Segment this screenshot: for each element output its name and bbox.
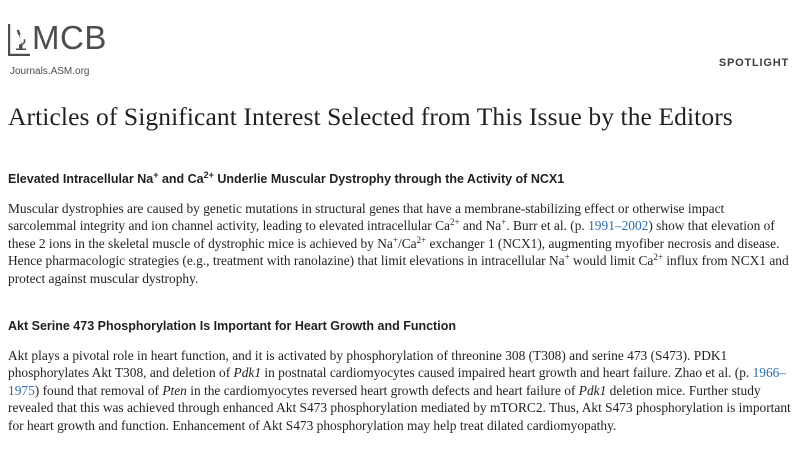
- superscript: 2+: [653, 252, 663, 263]
- article-section: [8, 170, 793, 287]
- body-text: in postnatal cardiomyocytes caused impaired heart growth and heart failure. Zhao et al. (p.: [261, 365, 753, 381]
- superscript: +: [153, 170, 159, 180]
- body-text: Akt plays a pivotal role in heart function, and it is activated by phosphorylation of threonine 308 (T308) and serine 473 (S473). PDK1 phosphorylates Akt T308, and deletion of: [8, 348, 728, 381]
- body-text: influx from NCX1 and protect against muscular dystrophy.: [8, 253, 789, 286]
- heading-text: Elevated Intracellular Na: [8, 172, 154, 186]
- body-text: deletion mice. Further study revealed that this was achieved through enhanced Akt S473 phosphorylation mediated by mTORC2. Thus, Akt S473 phosphorylation is important for heart growth and function. Enhancement of Akt S473 phosphorylation may help treat dilated cardiomyopathy.: [8, 382, 791, 433]
- body-text: ) found that removal of: [34, 382, 163, 398]
- page-title: Articles of Significant Interest Selected from This Issue by the Editors: [8, 102, 733, 131]
- superscript: 2+: [449, 217, 460, 228]
- superscript: +: [564, 252, 570, 263]
- body-text: Muscular dystrophies are caused by genetic mutations in structural genes that have a membrane-stabilizing effect or otherwise impact sarcolemmal integrity and ion channel activity, leading to elevated intracellular Ca: [8, 201, 725, 234]
- body-text: ) show that elevation of these 2 ions in the skeletal muscle of dystrophic mice is achieved by Na: [8, 218, 775, 251]
- body-text: exchanger 1 (NCX1), augmenting myofiber necrosis and disease. Hence pharmacologic strategies (e.g., treatment with ranolazine) that limit elevations in intracellular Na: [8, 235, 780, 269]
- body-text: . Burr et al. (p.: [506, 218, 589, 234]
- article-body: [8, 200, 793, 287]
- article-heading: Akt Serine 473 Phosphorylation Is Important for Heart Growth and Function: [8, 319, 456, 333]
- microscope-logo-icon: [8, 24, 30, 56]
- gene-name: Pten: [162, 382, 187, 398]
- body-text: would limit Ca: [569, 253, 654, 269]
- heading-text: and Ca: [158, 172, 204, 186]
- heading-text: Underlie Muscular Dystrophy through the Activity of NCX1: [213, 172, 565, 186]
- gene-name: Pdk1: [233, 365, 262, 381]
- superscript: 2+: [416, 234, 427, 245]
- article-section: [8, 317, 793, 434]
- section-label: SPOTLIGHT: [718, 57, 789, 69]
- page-range-link[interactable]: 1966–1975: [8, 365, 787, 398]
- body-text: in the cardiomyocytes reversed heart growth defects and heart failure of: [186, 382, 579, 398]
- gene-name: Pdk1: [578, 382, 607, 398]
- superscript: 2+: [203, 170, 214, 180]
- body-text: and Na: [459, 218, 502, 234]
- article-body: [8, 347, 793, 434]
- superscript: +: [392, 234, 398, 245]
- body-text: /Ca: [397, 235, 417, 251]
- logo-subtext: Journals.ASM.org: [10, 66, 90, 77]
- article-heading: [8, 170, 793, 188]
- page-range-link[interactable]: 1991–2002: [588, 218, 649, 234]
- logo-text: MCB: [32, 19, 107, 56]
- superscript: +: [501, 217, 507, 228]
